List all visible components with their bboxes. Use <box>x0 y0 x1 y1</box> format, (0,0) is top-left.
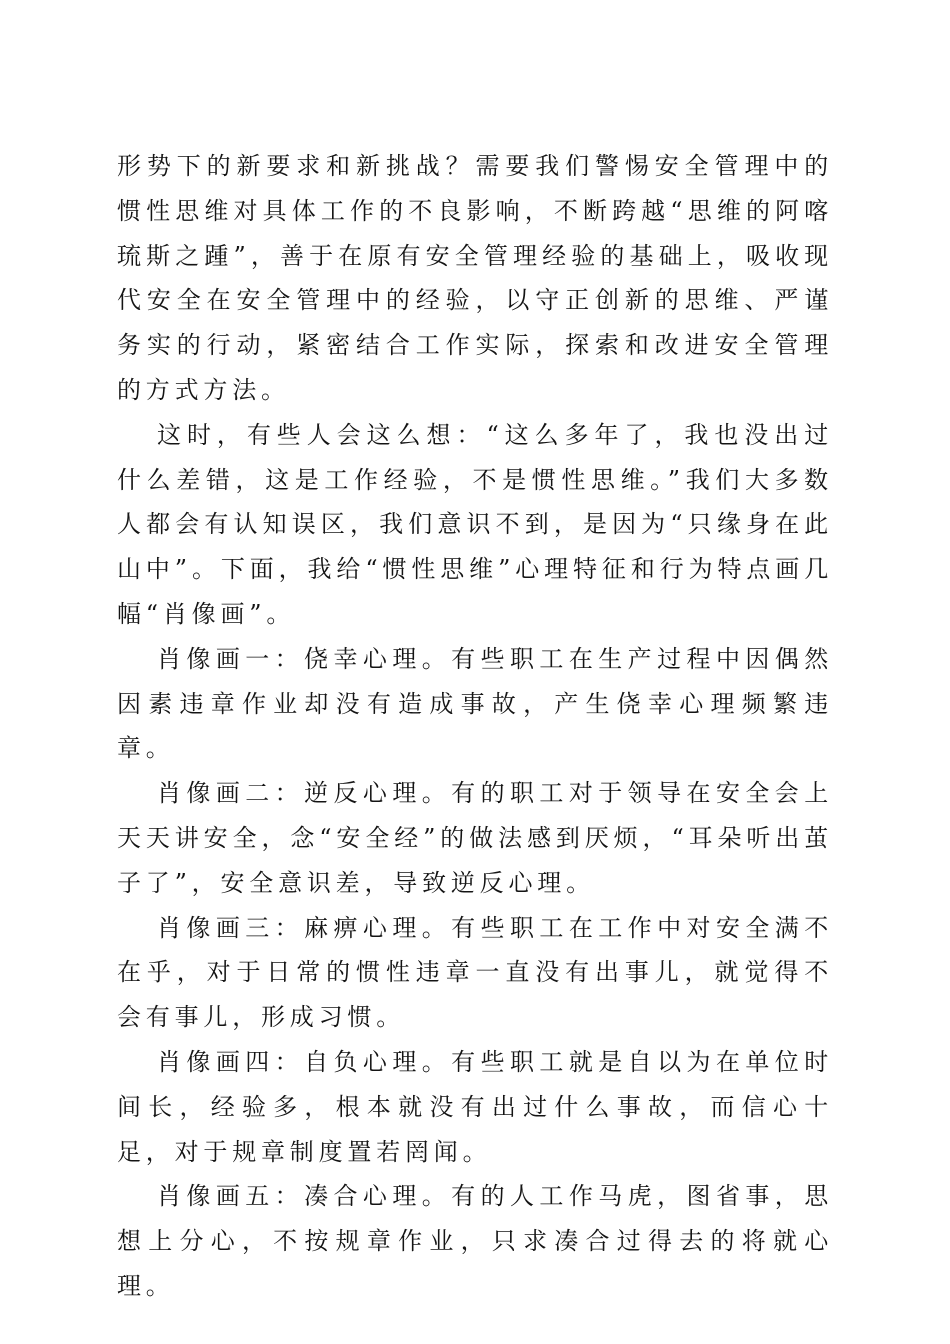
paragraph-continuation: 形势下的新要求和新挑战？需要我们警惕安全管理中的惯性思维对具体工作的不良影响，不断跨越“思维的阿喀琉斯之踵”，善于在原有安全管理经验的基础上，吸收现代安全在安全管理中的经验，以守正创新的思维、严谨务实的行动，紧密结合工作实际，探索和改进安全管理的方式方法。 <box>117 152 833 404</box>
document-body <box>117 144 833 1309</box>
paragraph-portrait-5: 肖像画五：凑合心理。有的人工作马虎，图省事，思想上分心，不按规章作业，只求凑合过得去的将就心理。 <box>117 1182 833 1300</box>
paragraph-inertia-intro: 这时，有些人会这么想：“这么多年了，我也没出过什么差错，这是工作经验，不是惯性思维。”我们大多数人都会有认知误区，我们意识不到，是因为“只缘身在此山中”。下面，我给“惯性思维”心理特征和行为特点画几幅“肖像画”。 <box>117 420 833 628</box>
paragraph-portrait-1: 肖像画一：侥幸心理。有些职工在生产过程中因偶然因素违章作业却没有造成事故，产生侥幸心理频繁违章。 <box>117 644 833 763</box>
paragraph-portrait-4: 肖像画四：自负心理。有些职工就是自以为在单位时间长，经验多，根本就没有出过什么事故，而信心十足，对于规章制度置若罔闻。 <box>117 1047 833 1166</box>
paragraph-portrait-3: 肖像画三：麻痹心理。有些职工在工作中对安全满不在乎，对于日常的惯性违章一直没有出事儿，就觉得不会有事儿，形成习惯。 <box>117 913 833 1032</box>
paragraph-portrait-2: 肖像画二：逆反心理。有的职工对于领导在安全会上天天讲安全，念“安全经”的做法感到厌烦，“耳朵听出茧子了”，安全意识差，导致逆反心理。 <box>117 779 833 897</box>
